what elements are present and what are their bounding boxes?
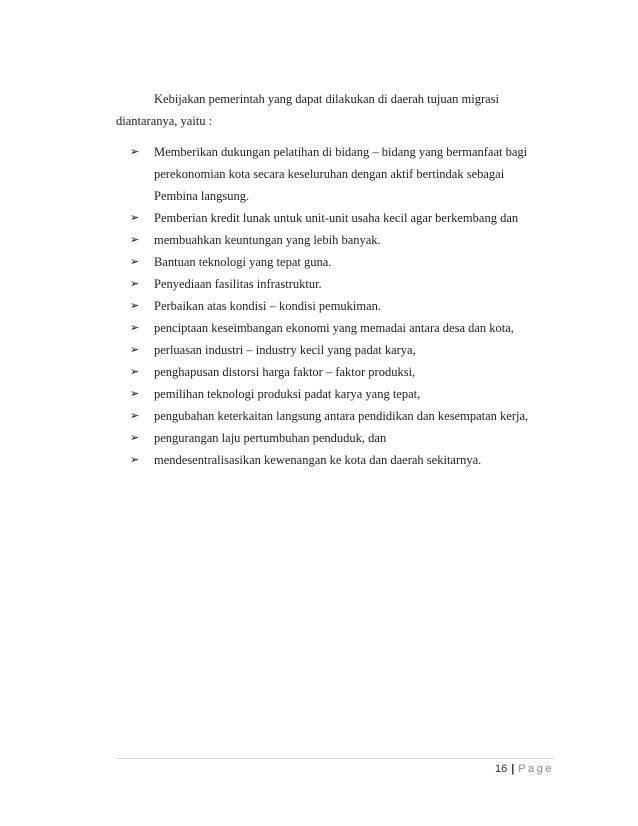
arrow-bullet-icon: ➢ <box>130 454 140 466</box>
intro-line-1: Kebijakan pemerintah yang dapat dilakukan di daerah tujuan migrasi <box>154 92 500 106</box>
bullet-list <box>130 141 540 471</box>
list-item-text: pengurangan laju pertumbuhan penduduk, dan <box>154 431 387 445</box>
arrow-bullet-icon: ➢ <box>130 344 140 356</box>
arrow-bullet-icon: ➢ <box>130 388 140 400</box>
arrow-bullet-icon: ➢ <box>130 366 140 378</box>
list-item <box>130 317 540 339</box>
list-item <box>130 427 540 449</box>
list-item-text: Pemberian kredit lunak untuk unit-unit usaha kecil agar berkembang dan <box>154 211 519 225</box>
list-item <box>130 449 540 471</box>
footer-divider <box>116 758 554 759</box>
list-item-text: penciptaan keseimbangan ekonomi yang memadai antara desa dan kota, <box>154 321 514 335</box>
list-item-text: Bantuan teknologi yang tepat guna. <box>154 255 332 269</box>
page-label: Page <box>518 763 554 775</box>
list-item <box>130 383 540 405</box>
list-item <box>130 405 540 427</box>
intro-line-2: diantaranya, yaitu : <box>116 114 213 128</box>
list-item-text: mendesentralisasikan kewenangan ke kota dan daerah sekitarnya. <box>154 453 482 467</box>
list-item-text: Perbaikan atas kondisi – kondisi pemukiman. <box>154 299 382 313</box>
list-item-text: membuahkan keuntungan yang lebih banyak. <box>154 233 381 247</box>
list-item-text: pengubahan keterkaitan langsung antara pendidikan dan kesempatan kerja, <box>154 409 529 423</box>
list-item-text: Penyediaan fasilitas infrastruktur. <box>154 277 322 291</box>
arrow-bullet-icon: ➢ <box>130 256 140 268</box>
arrow-bullet-icon: ➢ <box>130 278 140 290</box>
footer-separator: | <box>511 763 515 775</box>
list-item <box>130 229 540 251</box>
arrow-bullet-icon: ➢ <box>130 300 140 312</box>
list-item <box>130 339 540 361</box>
list-item-text: penghapusan distorsi harga faktor – faktor produksi, <box>154 365 416 379</box>
list-item-text: Memberikan dukungan pelatihan di bidang – bidang yang bermanfaat bagi <box>154 145 528 159</box>
list-item <box>130 251 540 273</box>
intro-paragraph <box>116 88 536 132</box>
list-item <box>130 295 540 317</box>
list-item-text: perluasan industri – industry kecil yang padat karya, <box>154 343 416 357</box>
list-item <box>130 361 540 383</box>
arrow-bullet-icon: ➢ <box>130 234 140 246</box>
arrow-bullet-icon: ➢ <box>130 212 140 224</box>
list-item-text: Pembina langsung. <box>154 189 250 203</box>
arrow-bullet-icon: ➢ <box>130 410 140 422</box>
list-item <box>130 207 540 229</box>
page-footer <box>495 763 554 775</box>
arrow-bullet-icon: ➢ <box>130 432 140 444</box>
list-item-text: perekonomian kota secara keseluruhan dengan aktif bertindak sebagai <box>154 167 505 181</box>
page-number: 16 <box>494 763 508 775</box>
arrow-bullet-icon: ➢ <box>130 146 140 158</box>
list-item-text: pemilihan teknologi produksi padat karya yang tepat, <box>154 387 421 401</box>
list-item <box>130 273 540 295</box>
list-item <box>130 141 540 207</box>
arrow-bullet-icon: ➢ <box>130 322 140 334</box>
